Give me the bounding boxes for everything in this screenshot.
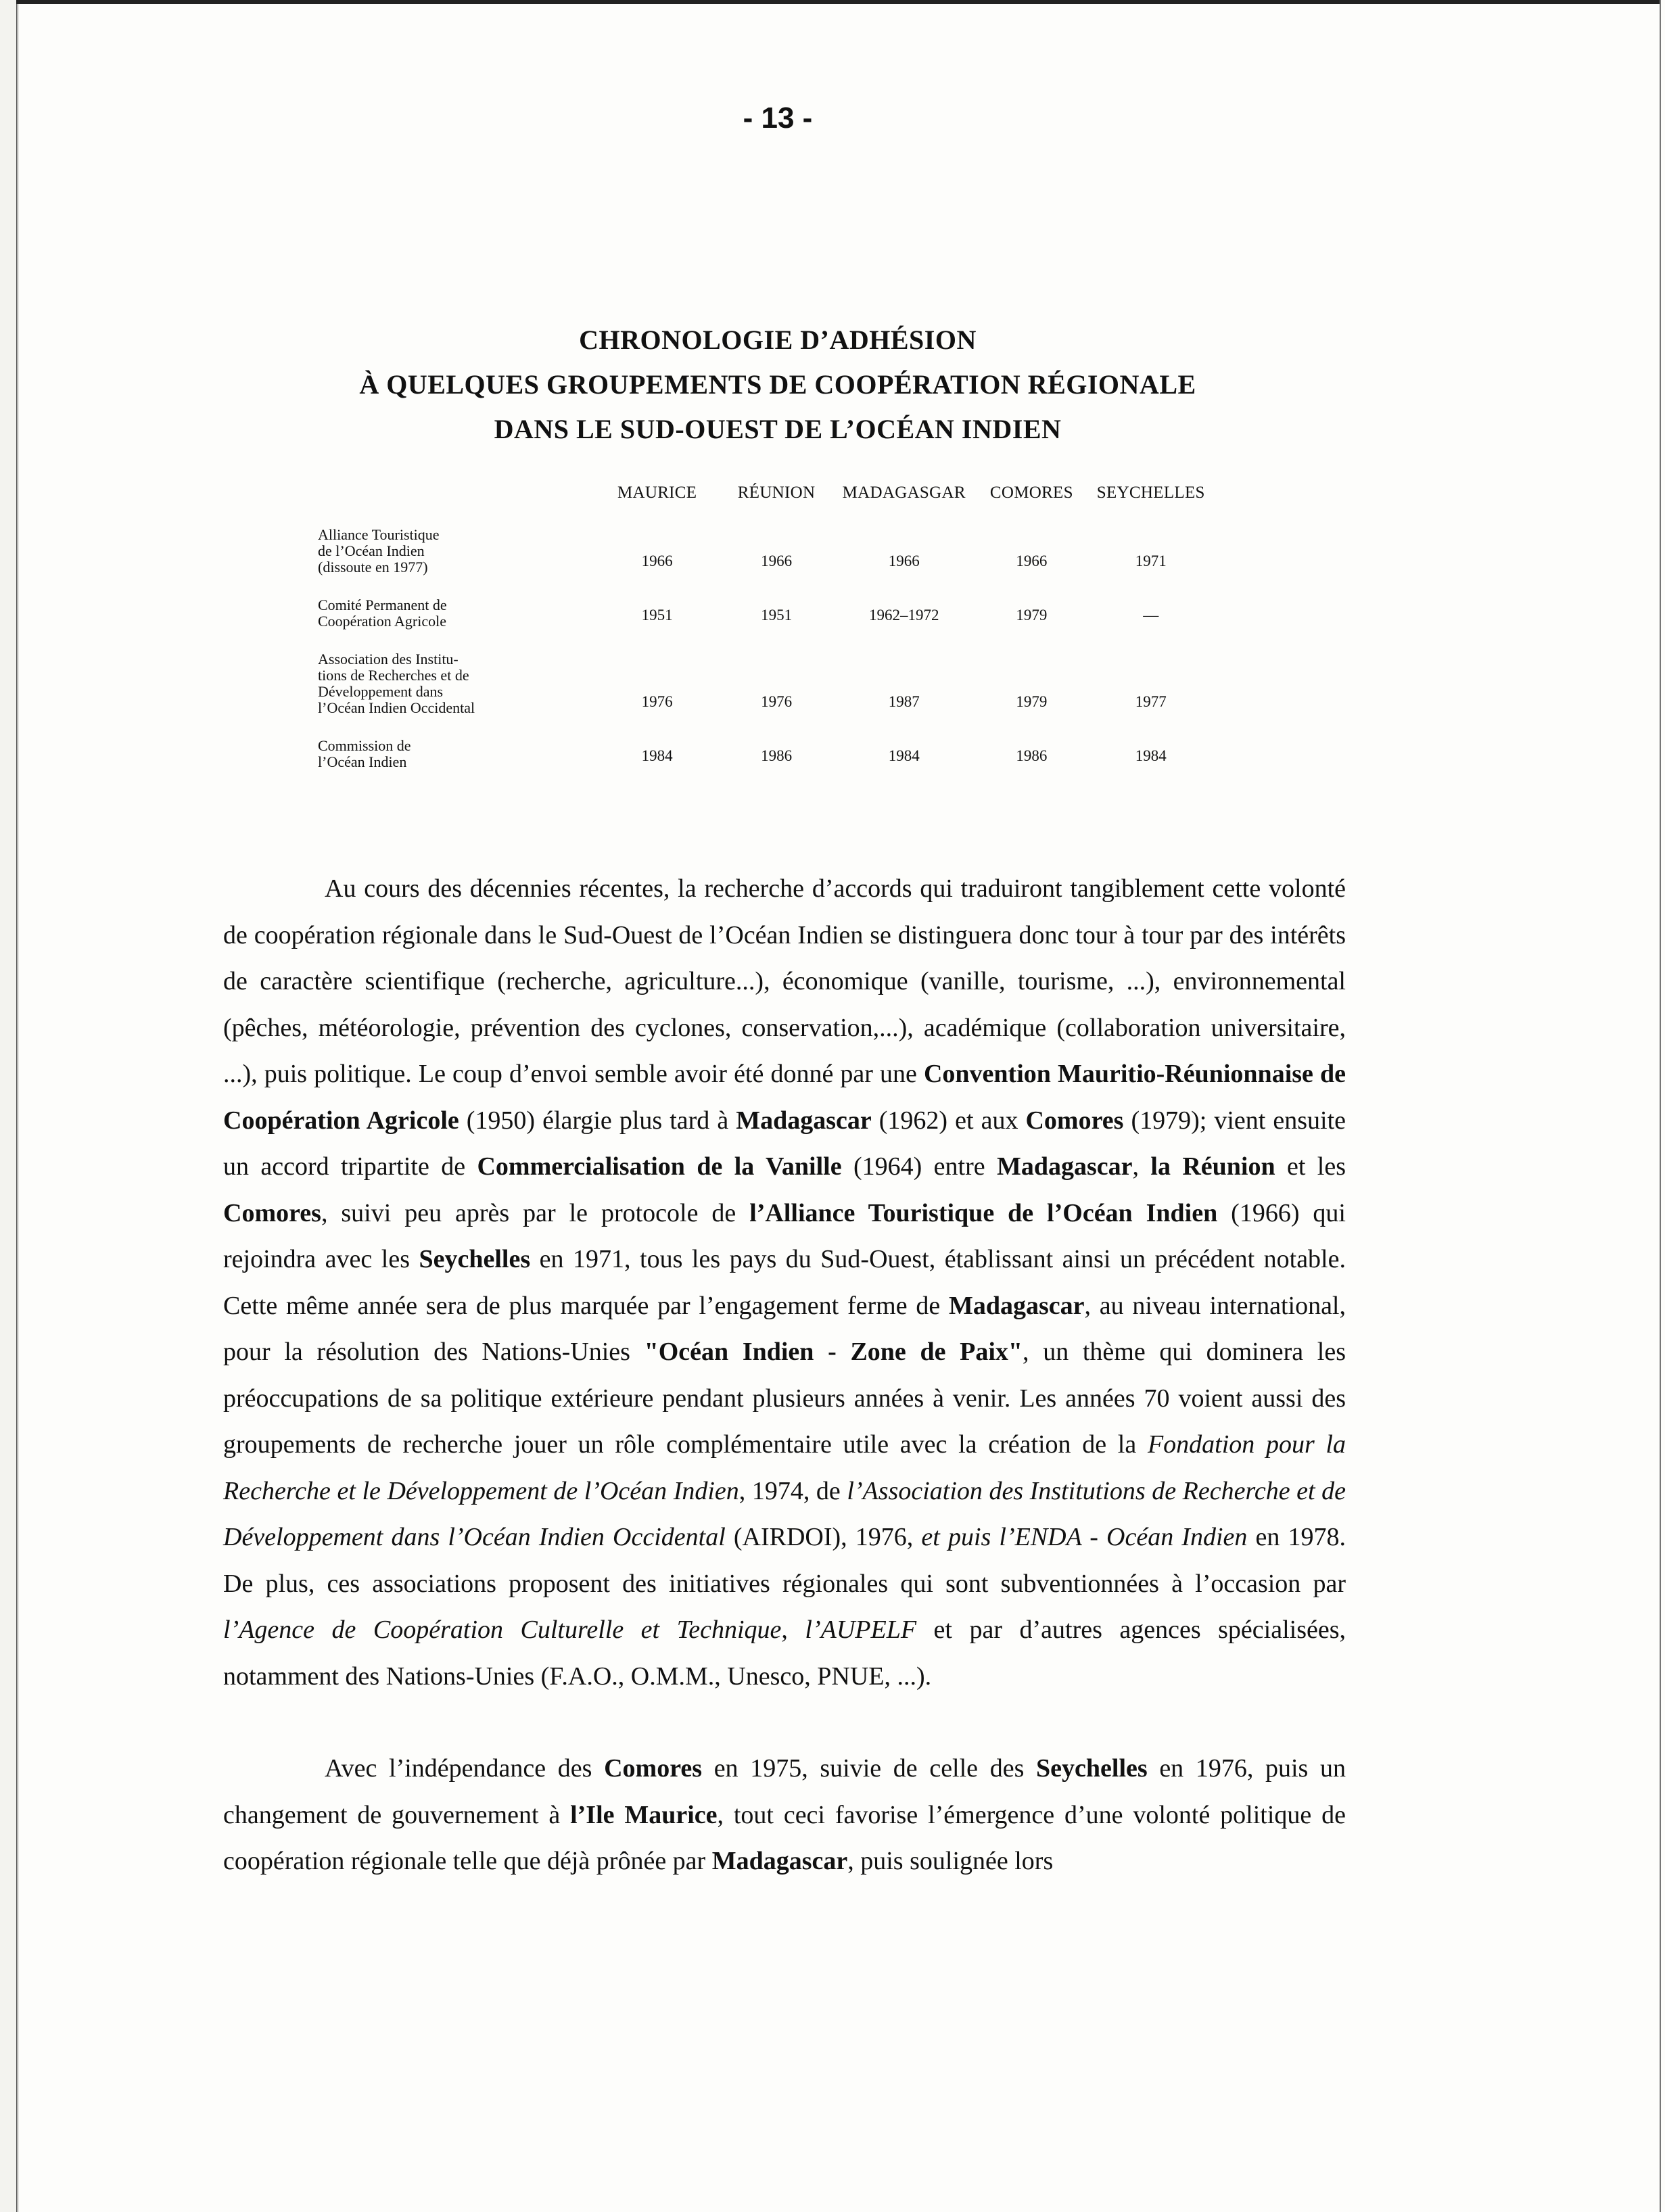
table-row: [318, 738, 1211, 792]
table-cell: 1984: [888, 747, 920, 764]
row-label-line: Comité Permanent de: [318, 596, 447, 613]
italic-text-run: l’Agence de Coopération Culturelle et Technique: [223, 1616, 782, 1644]
bold-text-run: Seychelles: [419, 1245, 531, 1273]
row-label-line: tions de Recherches et de: [318, 667, 469, 684]
title-line-2: À QUELQUES GROUPEMENTS DE COOPÉRATION RÉGIONALE: [359, 369, 1196, 400]
table-cell: 1979: [1016, 693, 1048, 710]
column-header: RÉUNION: [737, 484, 816, 502]
table-row: [318, 651, 1211, 738]
bold-text-run: Madagascar: [736, 1106, 872, 1135]
scan-top-edge: [16, 0, 1661, 4]
text-run: (1962) et aux: [871, 1106, 1026, 1135]
row-label: [318, 651, 597, 738]
bold-text-run: Comores: [223, 1198, 321, 1227]
italic-text-run: Fondation pour la Recherche et le Développement de l’Océan Indien: [223, 1430, 1346, 1505]
table-cell: 1987: [888, 693, 920, 710]
text-run: en 1976, puis un changement de gouvernement à: [223, 1754, 1346, 1829]
bold-text-run: Madagascar: [711, 1847, 848, 1875]
table-cell: 1979: [1016, 607, 1048, 623]
bold-text-run: Commercialisation de la Vanille: [477, 1152, 842, 1181]
text-run: en 1975, suivie de celle des: [702, 1754, 1037, 1783]
membership-table: [318, 484, 1211, 792]
title-line-3: DANS LE SUD-OUEST DE L’OCÉAN INDIEN: [494, 414, 1062, 444]
row-label-line: Commission de: [318, 737, 411, 754]
table-corner-cell: [318, 484, 597, 527]
column-header: SEYCHELLES: [1096, 484, 1205, 502]
table-cell: 1951: [641, 607, 673, 623]
table-cell: 1971: [1135, 552, 1167, 569]
bold-text-run: Comores: [1025, 1106, 1124, 1135]
table-cell: 1966: [641, 552, 673, 569]
text-run: , suivi peu après par le protocole de: [321, 1198, 750, 1227]
table-cell: 1986: [1016, 747, 1048, 764]
paragraph: [223, 866, 1346, 1699]
text-run: Au cours des décennies récentes, la recherche d’accords qui traduiront tangiblement cette volonté de coopération régionale dans le Sud-Ouest de l’Océan Indien se distinguera donc tour à tour par des intérêts de caractère scientifique (recherche, agriculture...), économique (vanille, tourisme, ...), environnemental (pêches, météorologie, prévention des cyclones, conservation,...), académique (collaboration universitaire, ...), puis politique. Le coup d’envoi semble avoir été donné par une: [223, 874, 1346, 1088]
text-run: (1966) qui rejoindra avec les: [223, 1198, 1346, 1273]
text-run: , 1974, de: [738, 1476, 847, 1505]
bold-text-run: l’Ile Maurice: [570, 1800, 718, 1829]
row-label-line: Association des Institu-: [318, 651, 459, 667]
text-run: , puis soulignée lors: [847, 1847, 1054, 1875]
text-run: ,: [781, 1616, 805, 1644]
bold-text-run: Seychelles: [1036, 1754, 1148, 1783]
text-run: (AIRDOI), 1976,: [725, 1523, 922, 1551]
text-run: (1979); vient ensuite un accord tripartite de: [223, 1106, 1346, 1181]
text-run: (1964) entre: [841, 1152, 997, 1181]
table-cell: 1962–1972: [868, 607, 939, 623]
row-label-line: de l’Océan Indien: [318, 542, 425, 559]
bold-text-run: Convention Mauritio-Réunionnaise de Coopération Agricole: [223, 1060, 1346, 1135]
body-text: [223, 866, 1346, 1885]
table-cell: 1976: [641, 693, 673, 710]
table-cell: 1966: [1016, 552, 1048, 569]
text-run: et les: [1275, 1152, 1346, 1181]
row-label: [318, 738, 597, 792]
table-cell: 1977: [1135, 693, 1167, 710]
table-cell: 1951: [761, 607, 793, 623]
bold-text-run: Madagascar: [996, 1152, 1133, 1181]
text-run: en 1978. De plus, ces associations proposent des initiatives régionales qui sont subventionnées à l’occasion par: [223, 1523, 1346, 1598]
table-cell: 1984: [1135, 747, 1167, 764]
bold-text-run: Comores: [604, 1754, 703, 1783]
row-label-line: Coopération Agricole: [318, 613, 447, 630]
row-label: [318, 527, 597, 597]
table-cell: 1966: [888, 552, 920, 569]
text-run: Avec l’indépendance des: [325, 1754, 605, 1783]
italic-text-run: l’Association des Institutions de Recherche et de Développement dans l’Océan Indien Occidental: [223, 1476, 1346, 1551]
row-label-line: Développement dans: [318, 683, 444, 700]
table-row: [318, 597, 1211, 651]
table-cell: —: [1143, 607, 1159, 623]
text-run: en 1971, tous les pays du Sud-Ouest, établissant ainsi un précédent notable. Cette même année sera de plus marquée par l’engagement ferme de: [223, 1245, 1346, 1320]
table-cell: 1976: [761, 693, 793, 710]
scan-left-edge: [0, 0, 18, 2212]
row-label-line: (dissoute en 1977): [318, 559, 428, 575]
table-cell: 1986: [761, 747, 793, 764]
table-cell: 1984: [641, 747, 673, 764]
document-title: [203, 318, 1353, 452]
table-row: [318, 527, 1211, 597]
text-run: (1950) élargie plus tard à: [459, 1106, 736, 1135]
italic-text-run: et puis l’ENDA - Océan Indien: [921, 1523, 1248, 1551]
title-line-1: CHRONOLOGIE D’ADHÉSION: [579, 325, 977, 355]
column-header: MAURICE: [617, 484, 697, 502]
paragraph: [223, 1745, 1346, 1885]
row-label: [318, 597, 597, 651]
bold-text-run: "Océan Indien - Zone de Paix": [644, 1338, 1023, 1366]
column-header: COMORES: [989, 484, 1073, 502]
text-run: , tout ceci favorise l’émergence d’une volonté politique de coopération régionale telle que déjà prônée par: [223, 1800, 1346, 1875]
page-number: - 13 -: [743, 101, 813, 135]
bold-text-run: la Réunion: [1150, 1152, 1275, 1181]
text-run: et par d’autres agences spécialisées, notamment des Nations-Unies (F.A.O., O.M.M., Unesco, PNUE, ...).: [223, 1616, 1346, 1691]
bold-text-run: l’Alliance Touristique de l’Océan Indien: [749, 1198, 1218, 1227]
bold-text-run: Madagascar: [948, 1291, 1085, 1320]
table-header-row: [318, 484, 1211, 527]
column-header: MADAGASGAR: [842, 484, 966, 502]
text-run: ,: [1132, 1152, 1151, 1181]
table-cell: 1966: [761, 552, 793, 569]
text-run: , au niveau international, pour la résolution des Nations-Unies: [223, 1291, 1346, 1366]
scan-right-edge: [1660, 0, 1665, 2212]
italic-text-run: l’AUPELF: [805, 1616, 917, 1644]
text-run: , un thème qui dominera les préoccupations de sa politique extérieure pendant plusieurs années à venir. Les années 70 voient aussi des groupements de recherche jouer un rôle complémentaire utile avec la création de la: [223, 1338, 1346, 1459]
row-label-line: l’Océan Indien: [318, 753, 407, 770]
row-label-line: Alliance Touristique: [318, 526, 440, 543]
row-label-line: l’Océan Indien Occidental: [318, 699, 475, 716]
